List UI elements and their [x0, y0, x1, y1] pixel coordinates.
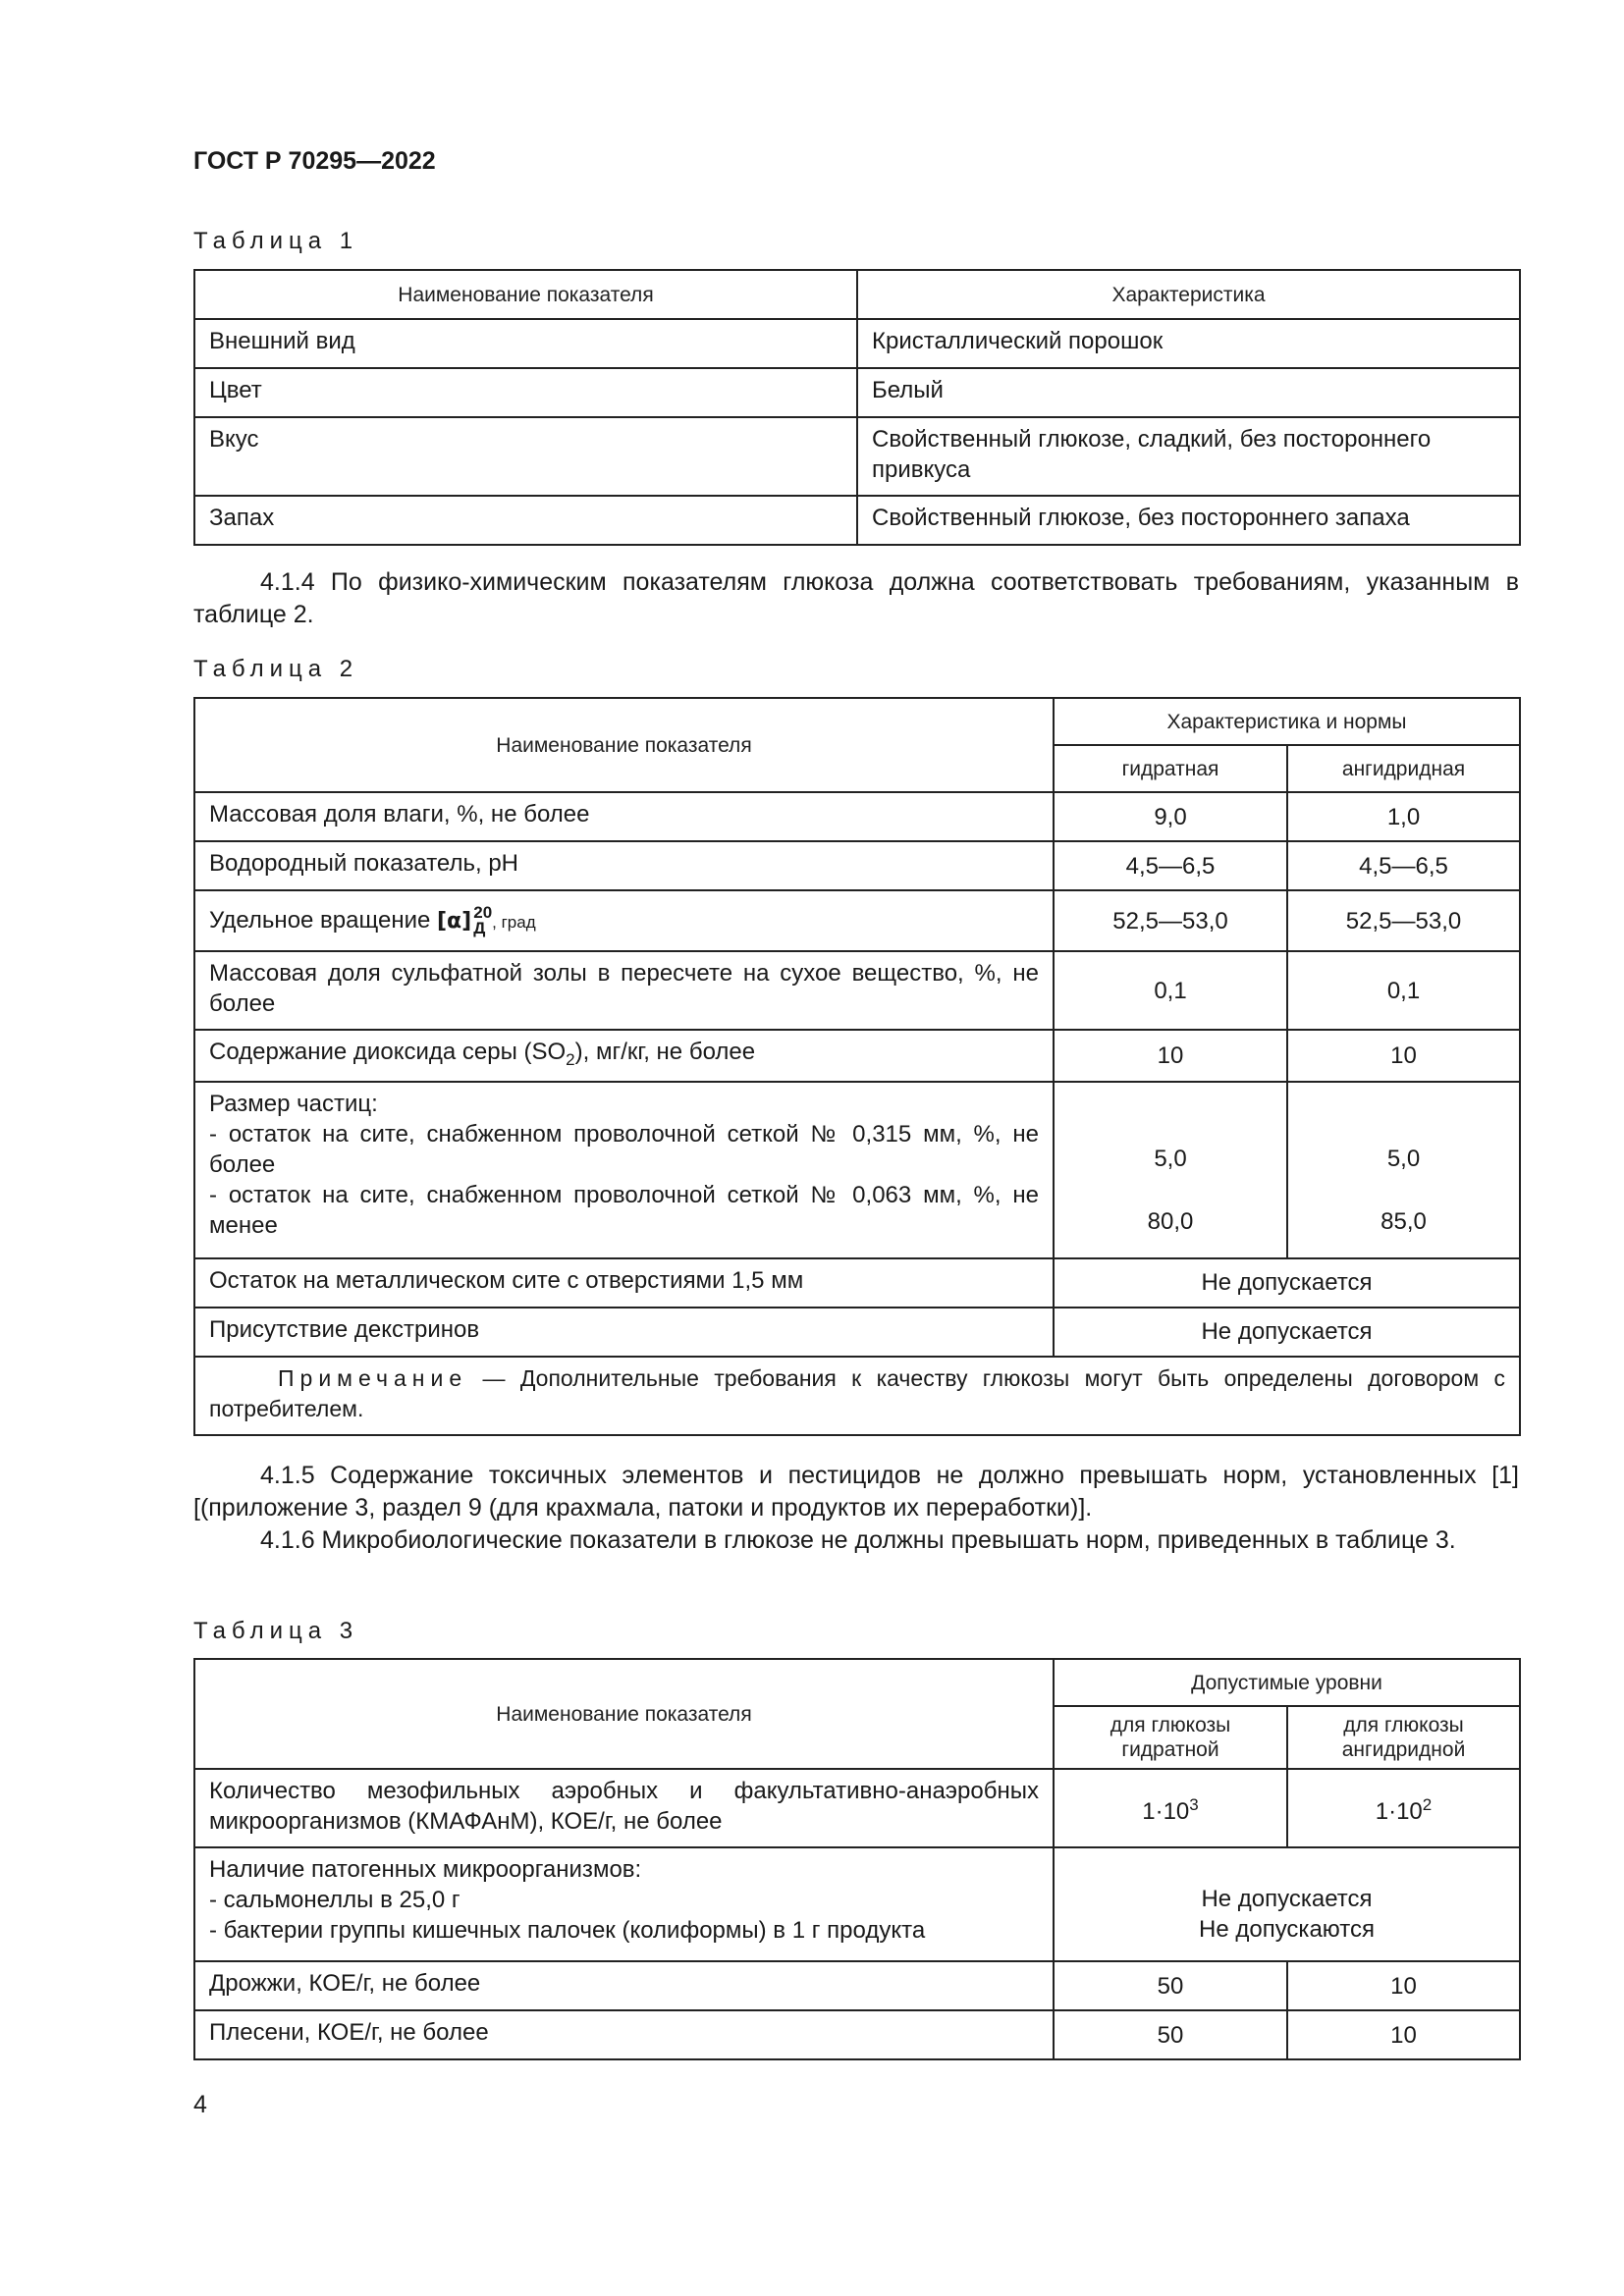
table2	[193, 697, 1521, 1436]
table1-cell-name: Цвет	[194, 368, 857, 417]
table2-cell-anhydride	[1287, 1082, 1520, 1258]
table-row	[194, 1258, 1520, 1308]
pathogens-title: Наличие патогенных микроорганизмов:	[209, 1856, 642, 1883]
pathogens-value-2: Не допускаются	[1199, 1916, 1375, 1943]
pathogens-line-2: - бактерии группы кишечных палочек (колиформы) в 1 г продукта	[209, 1917, 926, 1944]
table-row	[194, 1769, 1520, 1847]
table3-header-name: Наименование показателя	[194, 1659, 1054, 1769]
table-row	[194, 2010, 1520, 2059]
table2-cell-name: Остаток на металлическом сите с отверстиями 1,5 мм	[194, 1258, 1054, 1308]
table-row	[194, 319, 1520, 368]
kmafanm-anhydride-exp: 2	[1422, 1795, 1433, 1814]
table2-cell-anhydride: 0,1	[1287, 951, 1520, 1030]
table1-cell-name: Вкус	[194, 417, 857, 496]
table3	[193, 1658, 1521, 2060]
table2-cell-name	[194, 890, 1054, 951]
table1-cell-name: Внешний вид	[194, 319, 857, 368]
table-row	[194, 1357, 1520, 1435]
pathogens-line-1: - сальмонеллы в 25,0 г	[209, 1887, 460, 1913]
particle-value-1: 5,0	[1154, 1146, 1187, 1173]
table3-cell-hydrate	[1054, 1769, 1287, 1847]
rotation-superscript: 20	[473, 903, 493, 923]
so2-label-pre: Содержание диоксида серы (SO	[209, 1039, 567, 1065]
table3-cell-anhydride: 10	[1287, 2010, 1520, 2059]
table3-header-group: Допустимые уровни	[1054, 1659, 1520, 1706]
kmafanm-hydrate-exp: 3	[1189, 1795, 1199, 1814]
table1-header-characteristic: Характеристика	[857, 270, 1520, 319]
table2-header-anhydride: ангидридная	[1287, 745, 1520, 792]
table-row	[194, 368, 1520, 417]
pathogens-value-1: Не допускается	[1201, 1886, 1373, 1912]
table-row	[194, 1082, 1520, 1258]
table3-header-hydrate: для глюкозы гидратной	[1054, 1706, 1287, 1769]
table-row	[194, 890, 1520, 951]
table2-cell-hydrate: 10	[1054, 1030, 1287, 1082]
table2-header-name: Наименование показателя	[194, 698, 1054, 792]
table2-header-hydrate: гидратная	[1054, 745, 1287, 792]
table2-cell-name: Водородный показатель, pH	[194, 841, 1054, 890]
table3-cell-anhydride	[1287, 1769, 1520, 1847]
particle-size-line-1: - остаток на сите, снабженном проволочной сеткой № 0,315 мм, %, не более	[209, 1120, 1039, 1178]
table3-cell-name: Плесени, КОЕ/г, не более	[194, 2010, 1054, 2059]
table3-cell-hydrate: 50	[1054, 1961, 1287, 2010]
table2-cell-hydrate: 0,1	[1054, 951, 1287, 1030]
table1-cell-value: Кристаллический порошок	[857, 319, 1520, 368]
table1-cell-name: Запах	[194, 496, 857, 545]
particle-value-2: 80,0	[1147, 1208, 1194, 1236]
kmafanm-hydrate-base: 1·10	[1142, 1798, 1190, 1825]
table2-cell-anhydride: 52,5—53,0	[1287, 890, 1520, 951]
table1	[193, 269, 1521, 546]
page-number: 4	[193, 2091, 207, 2118]
table3-cell-name: Количество мезофильных аэробных и факультативно-анаэробных микроорганизмов (КМАФАнМ), КОЕ/г, не более	[194, 1769, 1054, 1847]
table2-cell-value: Не допускается	[1054, 1308, 1520, 1357]
table2-caption: Таблица 2	[193, 656, 359, 682]
specific-rotation-label: Удельное вращение	[209, 906, 431, 934]
table1-header-name: Наименование показателя	[194, 270, 857, 319]
table-row	[194, 496, 1520, 545]
table2-cell-hydrate: 52,5—53,0	[1054, 890, 1287, 951]
table2-cell-hydrate: 9,0	[1054, 792, 1287, 841]
table3-cell-value	[1054, 1847, 1520, 1961]
paragraph-4-1-6: 4.1.6 Микробиологические показатели в глюкозе не должны превышать норм, приведенных в таблице 3.	[260, 1526, 1456, 1554]
particle-value-2: 85,0	[1380, 1208, 1427, 1236]
table3-cell-hydrate: 50	[1054, 2010, 1287, 2059]
table2-cell-anhydride: 1,0	[1287, 792, 1520, 841]
table-row	[194, 1961, 1520, 2010]
table1-cell-value: Свойственный глюкозе, сладкий, без постороннего привкуса	[857, 417, 1520, 496]
rotation-unit: , град	[492, 912, 536, 932]
note-label: Примечание	[278, 1364, 468, 1391]
kmafanm-anhydride-base: 1·10	[1375, 1798, 1423, 1825]
table3-cell-name	[194, 1847, 1054, 1961]
paragraph-4-1-5: 4.1.5 Содержание токсичных элементов и пестицидов не должно превышать норм, установленных [1] [(приложение 3, раздел 9 (для крахмала, патоки и продуктов их переработки)].	[193, 1462, 1519, 1522]
table2-cell-hydrate: 4,5—6,5	[1054, 841, 1287, 890]
alpha-symbol: [α]	[437, 908, 472, 934]
note-text: — Дополнительные требования к качеству глюкозы могут быть определены договором с потребителем.	[209, 1364, 1506, 1421]
table2-header-group: Характеристика и нормы	[1054, 698, 1520, 745]
paragraph-4-1-4: 4.1.4 По физико-химическим показателям глюкоза должна соответствовать требованиям, указанным в таблице 2.	[193, 568, 1519, 628]
table2-cell-anhydride: 10	[1287, 1030, 1520, 1082]
table3-header-anhydride: для глюкозы ангидридной	[1287, 1706, 1520, 1769]
table2-cell-hydrate	[1054, 1082, 1287, 1258]
particle-size-title: Размер частиц:	[209, 1090, 378, 1117]
table3-caption: Таблица 3	[193, 1618, 359, 1644]
particle-size-line-2: - остаток на сите, снабженном проволочной сеткой № 0,063 мм, %, не менее	[209, 1181, 1039, 1239]
so2-label-post: ), мг/кг, не более	[574, 1039, 756, 1065]
table2-cell-name: Присутствие декстринов	[194, 1308, 1054, 1357]
table2-cell-name: Массовая доля сульфатной золы в пересчете на сухое вещество, %, не более	[194, 951, 1054, 1030]
table-row	[194, 1847, 1520, 1961]
table3-cell-name: Дрожжи, КОЕ/г, не более	[194, 1961, 1054, 2010]
table-row	[194, 792, 1520, 841]
so2-subscript: 2	[566, 1049, 575, 1069]
table-row	[194, 951, 1520, 1030]
table2-cell-value: Не допускается	[1054, 1258, 1520, 1308]
table-row	[194, 417, 1520, 496]
table1-cell-value: Свойственный глюкозе, без постороннего запаха	[857, 496, 1520, 545]
table-row	[194, 1308, 1520, 1357]
table2-cell-anhydride: 4,5—6,5	[1287, 841, 1520, 890]
rotation-subscript: Д	[473, 919, 486, 938]
table3-cell-anhydride: 10	[1287, 1961, 1520, 2010]
document-header: ГОСТ Р 70295—2022	[193, 147, 436, 175]
table2-cell-name: Массовая доля влаги, %, не более	[194, 792, 1054, 841]
particle-value-1: 5,0	[1386, 1146, 1421, 1173]
table1-caption: Таблица 1	[193, 228, 359, 254]
table2-cell-name	[194, 1082, 1054, 1258]
table1-cell-value: Белый	[857, 368, 1520, 417]
table-row	[194, 841, 1520, 890]
table2-note	[194, 1357, 1520, 1435]
table-row	[194, 1030, 1520, 1082]
table2-cell-name	[194, 1030, 1054, 1082]
